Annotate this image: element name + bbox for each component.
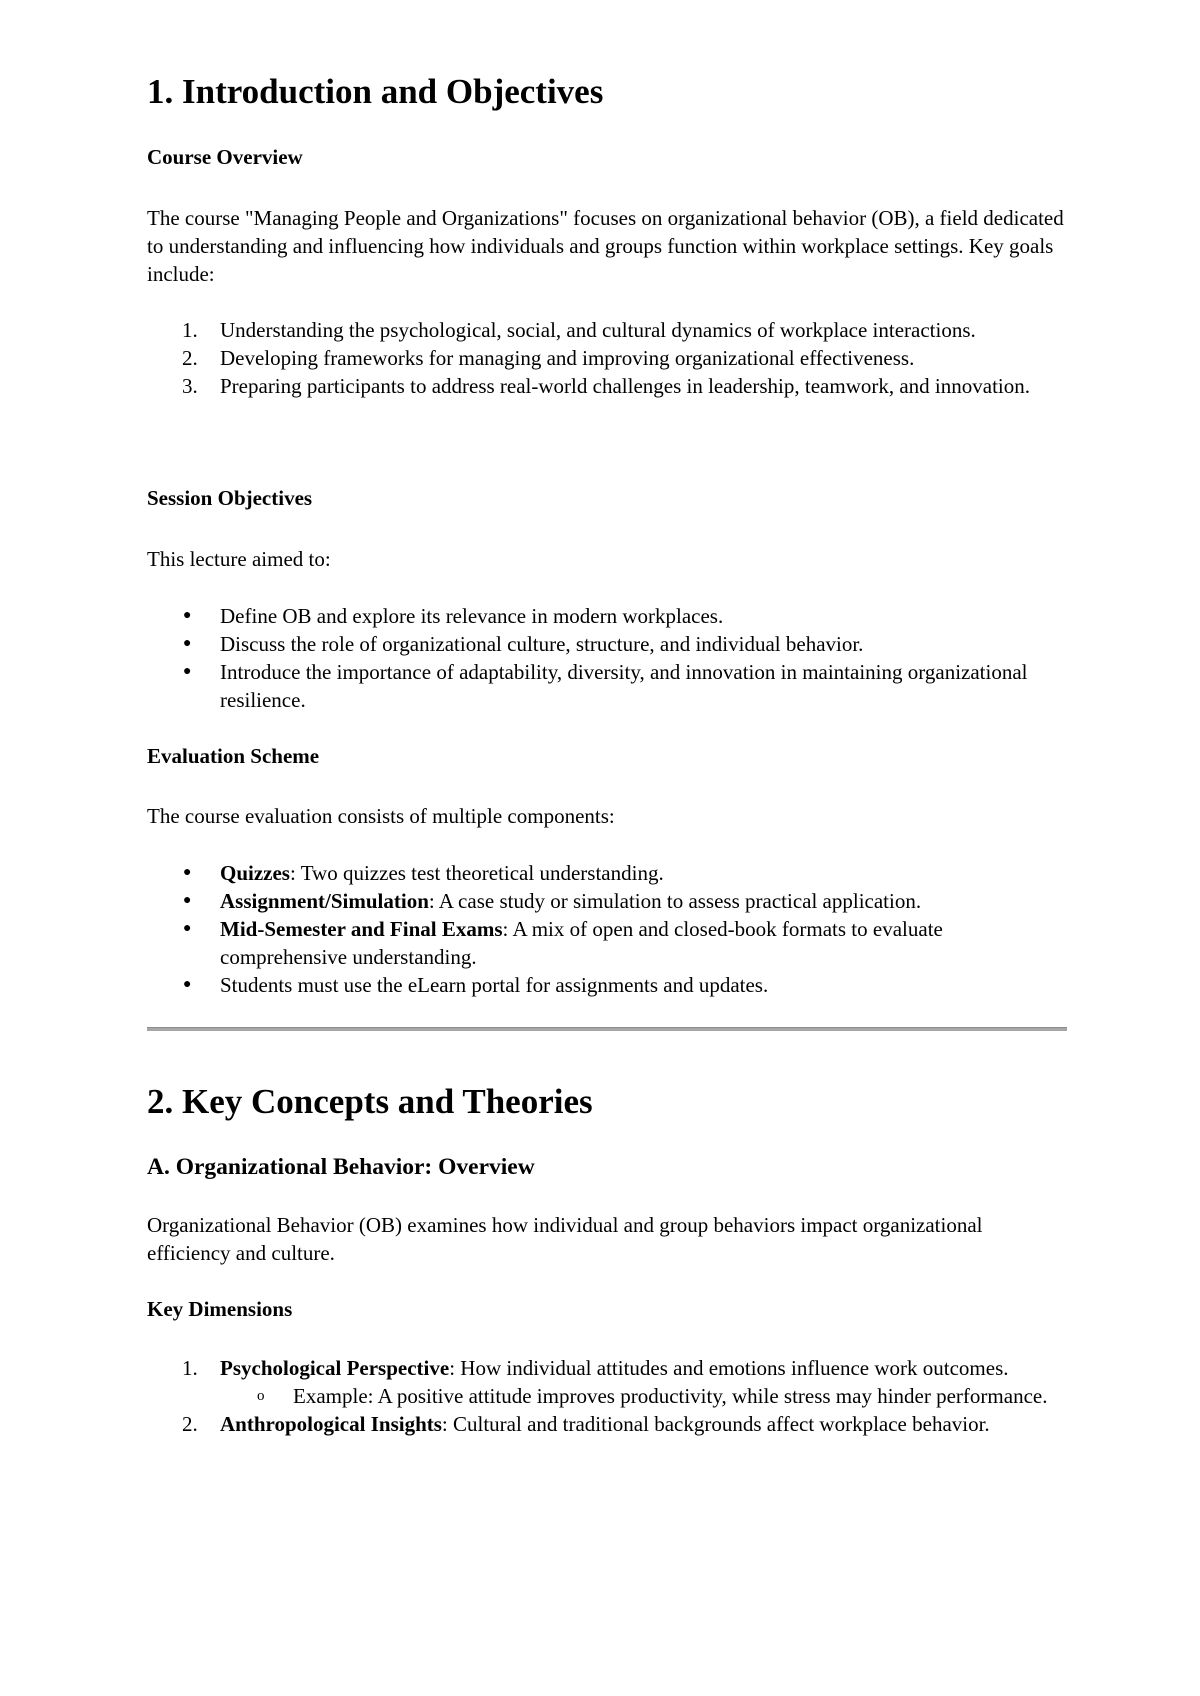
list-number: 2.	[182, 346, 198, 370]
key-dimensions-heading: Key Dimensions	[147, 1297, 293, 1321]
list-item-text: : Cultural and traditional backgrounds affect workplace behavior.	[441, 1412, 990, 1436]
section-1-title: 1. Introduction and Objectives	[147, 72, 604, 111]
list-item-text: : Two quizzes test theoretical understanding.	[289, 861, 664, 885]
bullet-icon: ●	[183, 664, 192, 679]
list-item	[147, 1410, 1067, 1438]
bullet-icon: ●	[183, 608, 192, 623]
list-item-text: Introduce the importance of adaptability, diversity, and innovation in maintaining organizational resilience.	[220, 660, 1028, 712]
list-item-text: Preparing participants to address real-world challenges in leadership, teamwork, and innovation.	[220, 374, 1030, 398]
list-item-text: Define OB and explore its relevance in modern workplaces.	[220, 604, 724, 628]
list-item-text: : How individual attitudes and emotions influence work outcomes.	[449, 1356, 1009, 1380]
list-item	[147, 887, 1067, 915]
list-item-bold-label: Mid-Semester and Final Exams	[220, 917, 503, 941]
list-item	[147, 658, 1067, 714]
list-item	[147, 372, 1067, 400]
sub-list	[220, 1382, 1067, 1410]
bullet-icon: ●	[183, 921, 192, 936]
evaluation-intro: The course evaluation consists of multiple components:	[147, 804, 615, 828]
list-number: 1.	[182, 1356, 198, 1380]
list-item	[147, 316, 1067, 344]
list-item	[147, 344, 1067, 372]
list-item	[147, 602, 1067, 630]
course-overview-heading: Course Overview	[147, 145, 303, 169]
list-number: 1.	[182, 318, 198, 342]
list-item-bold-label: Assignment/Simulation	[220, 889, 429, 913]
list-item-text: : A mix of open and closed-book formats to evaluate comprehensive understanding.	[220, 917, 943, 969]
bullet-icon: ●	[183, 636, 192, 651]
list-item-text: Developing frameworks for managing and improving organizational effectiveness.	[220, 346, 915, 370]
bullet-icon: ●	[183, 893, 192, 908]
list-item-text: Understanding the psychological, social, and cultural dynamics of workplace interactions.	[220, 318, 976, 342]
list-item	[147, 859, 1067, 887]
course-overview-intro: The course "Managing People and Organizations" focuses on organizational behavior (OB), a field dedicated to understanding and influencing how individuals and groups function within workplace settings. Key goals include:	[147, 206, 1064, 286]
list-item-bold-label: Psychological Perspective	[220, 1356, 450, 1380]
ob-overview-heading: A. Organizational Behavior: Overview	[147, 1154, 535, 1180]
hollow-bullet-icon: o	[257, 1388, 265, 1404]
ob-overview-intro: Organizational Behavior (OB) examines how individual and group behaviors impact organizational efficiency and culture.	[147, 1213, 983, 1265]
evaluation-scheme-heading: Evaluation Scheme	[147, 744, 320, 768]
bullet-icon: ●	[183, 977, 192, 992]
list-item-text: Discuss the role of organizational culture, structure, and individual behavior.	[220, 632, 864, 656]
list-number: 2.	[182, 1412, 198, 1436]
session-objectives-list	[147, 602, 1067, 714]
list-item	[147, 1354, 1067, 1410]
list-number: 3.	[182, 374, 198, 398]
course-goals-list	[147, 316, 1067, 400]
list-item-bold-label: Quizzes	[220, 861, 290, 885]
evaluation-components-list	[147, 859, 1067, 999]
list-item-text: Students must use the eLearn portal for assignments and updates.	[220, 973, 769, 997]
list-item	[147, 915, 1067, 971]
session-objectives-intro: This lecture aimed to:	[147, 547, 331, 571]
section-2-title: 2. Key Concepts and Theories	[147, 1082, 593, 1121]
key-dimensions-list	[147, 1354, 1067, 1438]
list-item-text: : A case study or simulation to assess practical application.	[428, 889, 922, 913]
list-item-bold-label: Anthropological Insights	[220, 1412, 442, 1436]
bullet-icon: ●	[183, 865, 192, 880]
list-item	[147, 971, 1067, 999]
list-item	[147, 630, 1067, 658]
sub-list-item	[220, 1382, 1067, 1410]
sub-list-item-text: Example: A positive attitude improves productivity, while stress may hinder performance.	[293, 1384, 1048, 1408]
session-objectives-heading: Session Objectives	[147, 486, 313, 510]
horizontal-divider	[147, 1027, 1067, 1031]
